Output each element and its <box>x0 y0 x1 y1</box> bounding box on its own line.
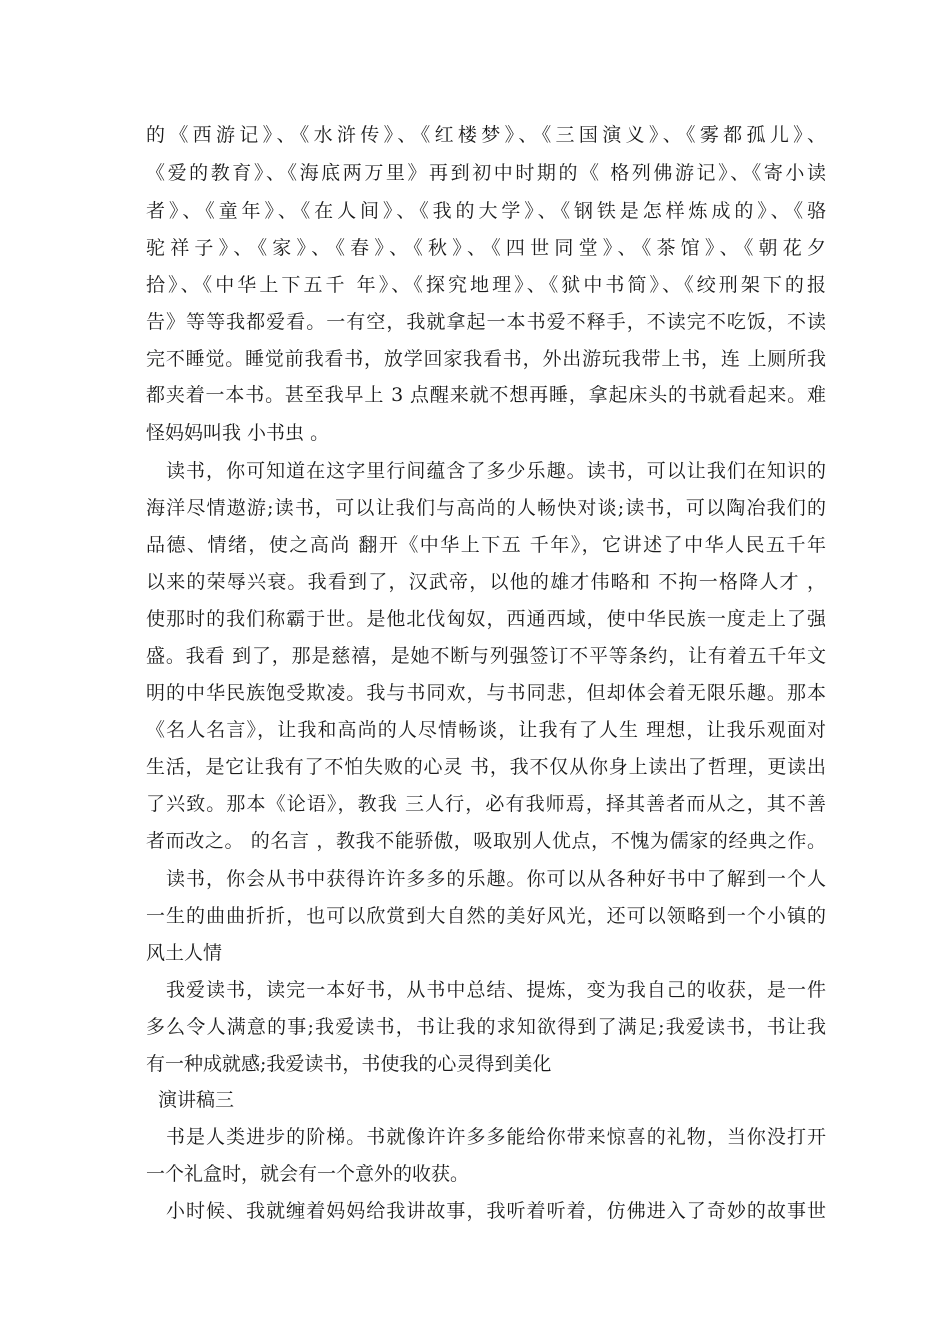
section-heading: 演讲稿三 <box>158 1089 235 1111</box>
text-line: 的《西游记》、《水浒传》、《红楼梦》、《三国演义》、《雾都孤儿》、 <box>146 124 826 146</box>
paragraph-first-line: 读书，你会从书中获得许许多多的乐趣。你可以从各种好书中了解到一个人 <box>166 868 826 890</box>
text-line: 有一种成就感;我爱读书，书使我的心灵得到美化 <box>146 1053 552 1075</box>
text-line: 风土人情 <box>146 942 223 964</box>
text-line: 以来的荣辱兴衰。我看到了，汉武帝，以他的雄才伟略和 不拘一格降人才 ， <box>146 571 826 593</box>
text-line: 盛。我看 到了，那是慈禧，是她不断与列强签订不平等条约，让有着五千年文 <box>146 645 826 667</box>
text-line: 都夹着一本书。甚至我早上 3 点醒来就不想再睡，拿起床头的书就看起来。难 <box>146 384 826 406</box>
text-line: 《爱的教育》、《海底两万里》再到初中时期的《 格列佛游记》、《寄小读 <box>146 162 826 184</box>
text-line: 者》、《童年》、《在人间》、《我的大学》、《钢铁是怎样炼成的》、《骆 <box>146 200 826 222</box>
text-line: 明的中华民族饱受欺凌。我与书同欢，与书同悲，但却体会着无限乐趣。那本 <box>146 682 826 704</box>
text-line: 拾》、《中华上下五千 年》、《探究地理》、《狱中书简》、《绞刑架下的报 <box>146 274 826 296</box>
text-line: 了兴致。那本《论语》，教我 三人行，必有我师焉，择其善者而从之，其不善 <box>146 793 826 815</box>
text-line: 品德、情绪，使之高尚 翻开《中华上下五 千年》，它讲述了中华人民五千年 <box>146 534 826 556</box>
text-line: 一个礼盒时，就会有一个意外的收获。 <box>146 1163 470 1185</box>
text-line: 使那时的我们称霸于世。是他北伐匈奴，西通西域，使中华民族一度走上了强 <box>146 608 826 630</box>
text-line: 怪妈妈叫我 小书虫 。 <box>146 422 330 444</box>
text-line: 完不睡觉。睡觉前我看书，放学回家我看书，外出游玩我带上书，连 上厕所我 <box>146 348 826 370</box>
text-line: 告》等等我都爱看。一有空，我就拿起一本书爱不释手，不读完不吃饭，不读 <box>146 311 826 333</box>
paragraph-first-line: 读书，你可知道在这字里行间蕴含了多少乐趣。读书，可以让我们在知识的 <box>166 460 826 482</box>
text-line: 者而改之。 的名言 ，教我不能骄傲，吸取别人优点，不愧为儒家的经典之作。 <box>146 830 826 852</box>
paragraph-first-line: 书是人类进步的阶梯。书就像许许多多能给你带来惊喜的礼物，当你没打开 <box>166 1126 826 1148</box>
text-line: 海洋尽情遨游;读书，可以让我们与高尚的人畅快对谈;读书，可以陶冶我们的 <box>146 497 826 519</box>
text-line: 《名人名言》，让我和高尚的人尽情畅谈，让我有了人生 理想，让我乐观面对 <box>146 719 826 741</box>
text-line: 生活，是它让我有了不怕失败的心灵 书，我不仅从你身上读出了哲理，更读出 <box>146 756 826 778</box>
text-line: 多么令人满意的事;我爱读书，书让我的求知欲得到了满足;我爱读书，书让我 <box>146 1016 826 1038</box>
paragraph-first-line: 小时候、我就缠着妈妈给我讲故事，我听着听着，仿佛进入了奇妙的故事世 <box>166 1200 826 1222</box>
text-line: 一生的曲曲折折，也可以欣赏到大自然的美好风光，还可以领略到一个小镇的 <box>146 905 826 927</box>
paragraph-first-line: 我爱读书，读完一本好书，从书中总结、提炼，变为我自己的收获，是一件 <box>166 979 826 1001</box>
text-line: 驼祥子》、《家》、《春》、《秋》、《四世同堂》、《茶馆》、《朝花夕 <box>146 237 826 259</box>
